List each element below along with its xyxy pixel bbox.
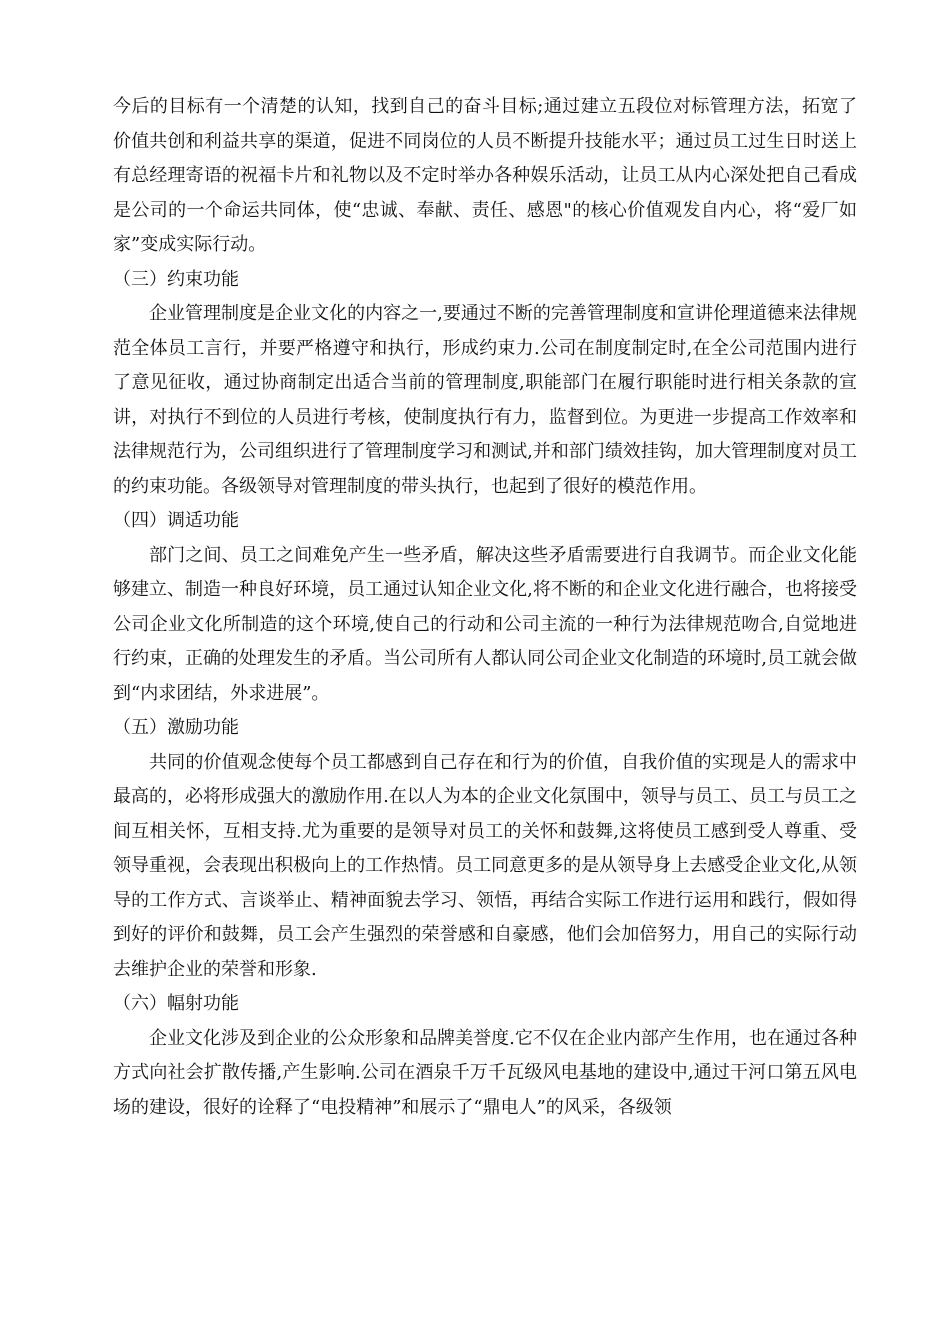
heading-adjustment-function: （四）调适功能 — [113, 510, 239, 531]
heading-radiation-function: （六）幅射功能 — [113, 993, 239, 1014]
paragraph-goals: 今后的目标有一个清楚的认知，找到自己的奋斗目标;通过建立五段位对标管理方法，拓宽了价值共创和利益共享的渠道，促进不同岗位的人员不断提升技能水平；通过员工过生日时送上有总经理寄语的祝福卡片和礼物以及不定时举办各种娱乐活动，让员工从内心深处把自己看成是公司的一个命运共同体，使“忠诚、奉献、责任、感恩"的核心价值观发自内心，将“爱厂如家”变成实际行动。 — [113, 96, 857, 255]
paragraph-adjustment: 部门之间、员工之间难免产生一些矛盾，解决这些矛盾需要进行自我调节。而企业文化能够建立、制造一种良好环境，员工通过认知企业文化,将不断的和企业文化进行融合，也将接受公司企业文化所制造的这个环境,使自己的行动和公司主流的一种行为法律规范吻合,自觉地进行约束，正确的处理发生的矛盾。当公司所有人都认同公司企业文化制造的环境时,员工就会做到“内求团结，外求进展”。 — [113, 544, 857, 704]
paragraph-radiation: 企业文化涉及到企业的公众形象和品牌美誉度.它不仅在企业内部产生作用，也在通过各种方式向社会扩散传播,产生影响.公司在酒泉千万千瓦级风电基地的建设中,通过干河口第五风电场的建设，很好的诠释了“电投精神”和展示了“鼎电人”的风采，各级领 — [113, 1027, 857, 1118]
paragraph-incentive: 共同的价值观念使每个员工都感到自己存在和行为的价值，自我价值的实现是人的需求中最高的，必将形成强大的激励作用.在以人为本的企业文化氛围中，领导与员工、员工与员工之间互相关怀，互相支持.尤为重要的是领导对员工的关怀和鼓舞,这将使员工感到受人尊重、受领导重视，会表现出积极向上的工作热情。员工同意更多的是从领导身上去感受企业文化,从领导的工作方式、言谈举止、精神面貌去学习、领悟，再结合实际工作进行运用和践行，假如得到好的评价和鼓舞，员工会产生强烈的荣誉感和自豪感，他们会加倍努力，用自己的实际行动去维护企业的荣誉和形象. — [113, 751, 857, 980]
heading-incentive-function: （五）激励功能 — [113, 717, 239, 738]
paragraph-constraint: 企业管理制度是企业文化的内容之一,要通过不断的完善管理制度和宣讲伦理道德来法律规范全体员工言行，并要严格遵守和执行，形成约束力.公司在制度制定时,在全公司范围内进行了意见征收，通过协商制定出适合当前的管理制度,职能部门在履行职能时进行相关条款的宣讲，对执行不到位的人员进行考核，使制度执行有力，监督到位。为更进一步提高工作效率和法律规范行为，公司组织进行了管理制度学习和测试,并和部门绩效挂钩，加大管理制度对员工的约束功能。各级领导对管理制度的带头执行，也起到了很好的模范作用。 — [113, 303, 857, 497]
heading-constraint-function: （三）约束功能 — [113, 268, 239, 290]
document-page — [113, 90, 857, 1125]
